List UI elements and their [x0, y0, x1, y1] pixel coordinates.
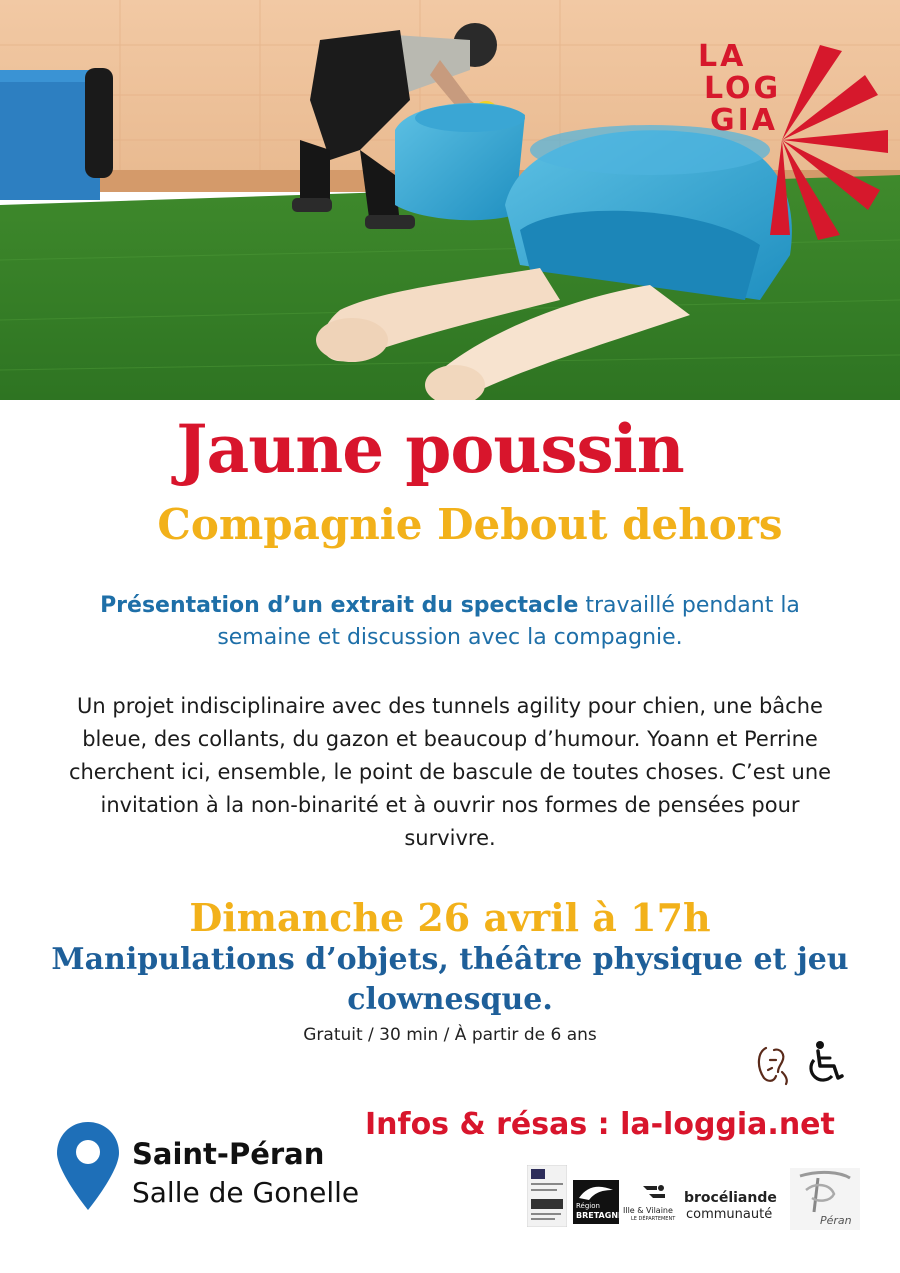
sign-language-icon — [752, 1042, 794, 1086]
peran-label: Péran — [820, 1214, 852, 1227]
ille-sub: LE DÉPARTEMENT — [631, 1216, 676, 1222]
description-paragraph: Un projet indisciplinaire avec des tunnels agility pour chien, une bâche bleue, des collants, du gazon et beaucoup d’humour. Yoann et Perrine cherchent ici, ensemble, le point de bascule de toutes choses. C’est une invitation à la non-binarité et à ouvrir nos formes de pensées pour survivre. — [68, 694, 832, 850]
saint-peran-emblem-icon — [790, 1168, 860, 1216]
ille-vilaine-icon — [639, 1182, 669, 1204]
infos-reservations: Infos & résas : la-loggia.net — [365, 1107, 835, 1142]
ille-label: Ille & Vilaine — [623, 1206, 673, 1215]
broceliande-line-1: brocéliande — [684, 1190, 777, 1206]
event-genre: Manipulations d’objets, théâtre physique et jeu clownesque. — [51, 942, 849, 1017]
region-bretagne-logo — [573, 1180, 624, 1224]
broceliande-logo — [684, 1190, 784, 1226]
logo-line-1: LA — [698, 39, 747, 74]
intro-rest: travaillé pendant la semaine et discussion avec la compagnie. — [217, 593, 800, 650]
show-title: Jaune poussin — [176, 410, 684, 488]
location-pin-icon — [55, 1120, 121, 1212]
broceliande-line-2: communauté — [686, 1207, 773, 1222]
saint-peran-logo — [790, 1168, 860, 1230]
location-city: Saint-Péran — [132, 1137, 325, 1171]
intro-bold: Présentation d’un extrait du spectacle — [100, 593, 579, 618]
location-venue: Salle de Gonelle — [132, 1176, 360, 1209]
region-label-1: Région — [576, 1202, 600, 1210]
intro-paragraph — [60, 590, 840, 654]
logo-line-3: GIA — [710, 103, 779, 138]
event-date: Dimanche 26 avril à 17h — [189, 895, 711, 940]
wheelchair-icon — [804, 1040, 846, 1086]
accessibility-icons — [752, 1040, 852, 1090]
region-label-2: BRETAGNE — [576, 1211, 624, 1220]
culture-ministry-logo — [527, 1165, 567, 1227]
logo-line-2: LOG — [704, 71, 782, 106]
event-details: Gratuit / 30 min / À partir de 6 ans — [303, 1025, 597, 1045]
company-name: Compagnie Debout dehors — [157, 500, 783, 549]
ille-vilaine-logo — [623, 1182, 683, 1226]
sunburst-icon — [760, 45, 890, 240]
